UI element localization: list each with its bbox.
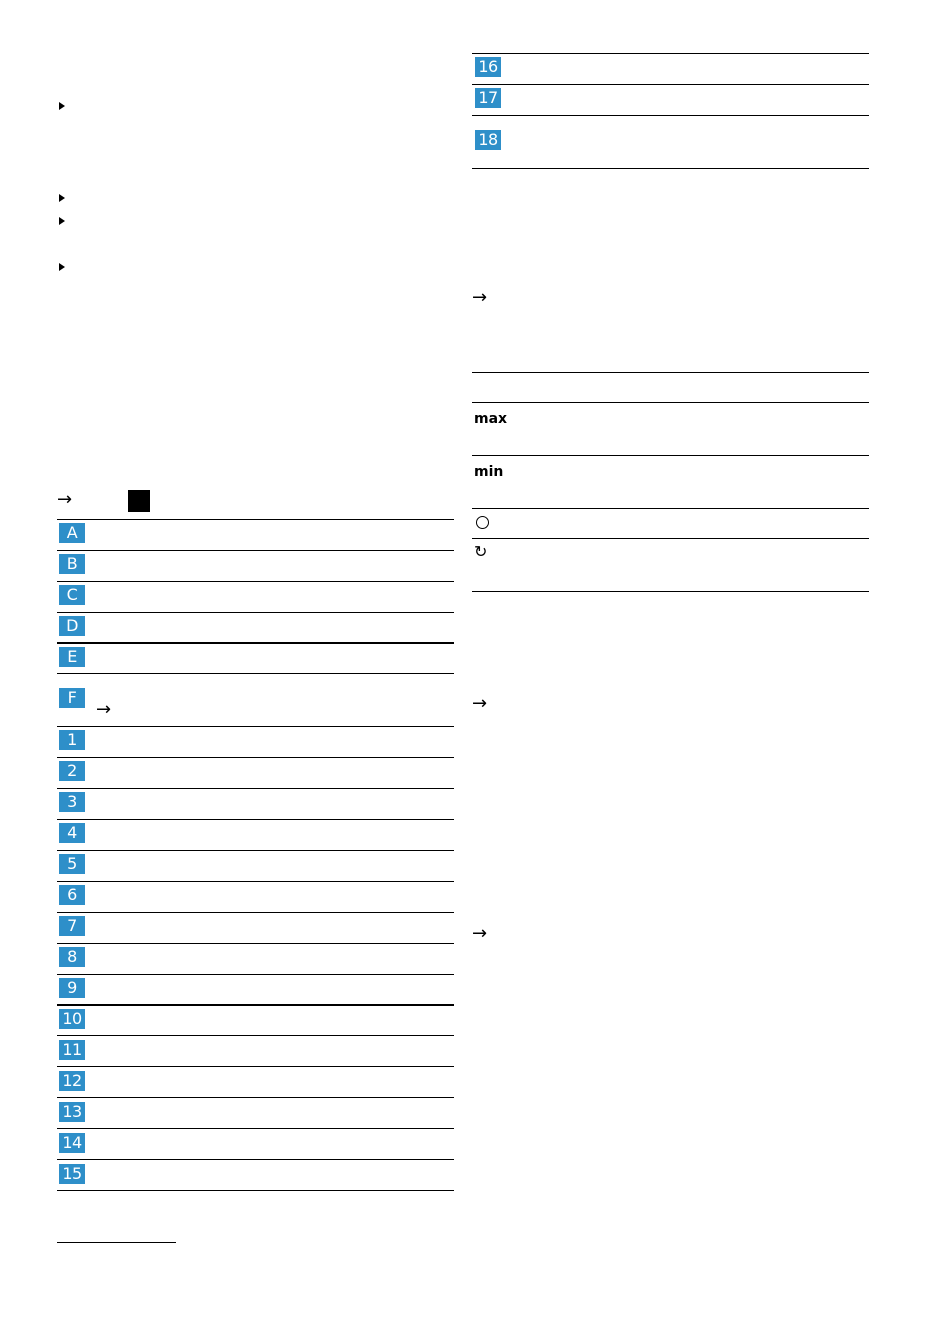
table-rule	[57, 612, 454, 613]
rotate-icon: ↻	[474, 542, 488, 561]
badge-2: 2	[59, 761, 85, 781]
table-rule	[57, 1097, 454, 1098]
badge-11: 11	[59, 1040, 85, 1060]
badge-f: F	[59, 688, 85, 708]
table-rule	[57, 726, 454, 727]
table-rule	[57, 673, 454, 674]
badge-7: 7	[59, 916, 85, 936]
table-rule	[57, 819, 454, 820]
table-rule	[57, 1190, 454, 1191]
table-rule	[57, 642, 454, 644]
table-rule	[57, 788, 454, 789]
badge-9: 9	[59, 978, 85, 998]
table-rule	[57, 1004, 454, 1006]
setting-max-label: max	[474, 411, 508, 427]
table-rule	[57, 1159, 454, 1160]
badge-10: 10	[59, 1009, 85, 1029]
table-rule	[472, 455, 869, 456]
badge-d: D	[59, 616, 85, 636]
footnote-rule	[57, 1242, 176, 1243]
badge-8: 8	[59, 947, 85, 967]
table-rule	[57, 850, 454, 851]
setting-min-label: min	[474, 464, 504, 480]
arrow-icon: →	[96, 699, 112, 720]
arrow-icon: →	[472, 923, 488, 944]
circle-icon	[476, 516, 489, 529]
badge-4: 4	[59, 823, 85, 843]
bullet-icon	[59, 194, 65, 202]
badge-b: B	[59, 554, 85, 574]
bullet-icon	[59, 263, 65, 271]
table-rule	[472, 372, 869, 373]
arrow-icon: →	[57, 489, 73, 510]
table-rule	[57, 550, 454, 551]
arrow-icon: →	[472, 287, 488, 308]
badge-5: 5	[59, 854, 85, 874]
table-rule	[472, 53, 869, 54]
bullet-icon	[59, 217, 65, 225]
badge-18: 18	[475, 130, 501, 150]
badge-13: 13	[59, 1102, 85, 1122]
arrow-icon: →	[472, 693, 488, 714]
table-rule	[57, 912, 454, 913]
badge-3: 3	[59, 792, 85, 812]
badge-17: 17	[475, 88, 501, 108]
table-rule	[57, 881, 454, 882]
table-rule	[472, 402, 869, 403]
table-rule	[57, 943, 454, 944]
badge-c: C	[59, 585, 85, 605]
badge-14: 14	[59, 1133, 85, 1153]
table-rule	[57, 519, 454, 520]
table-rule	[472, 115, 869, 116]
table-rule	[57, 757, 454, 758]
badge-e: E	[59, 647, 85, 667]
table-rule	[472, 508, 869, 509]
badge-6: 6	[59, 885, 85, 905]
black-square-icon	[128, 490, 150, 512]
table-rule	[57, 974, 454, 975]
badge-16: 16	[475, 57, 501, 77]
table-rule	[472, 591, 869, 592]
table-rule	[472, 168, 869, 169]
table-rule	[472, 538, 869, 539]
table-rule	[472, 84, 869, 85]
table-rule	[57, 1066, 454, 1067]
badge-1: 1	[59, 730, 85, 750]
badge-a: A	[59, 523, 85, 543]
table-rule	[57, 1035, 454, 1036]
table-rule	[57, 581, 454, 582]
badge-15: 15	[59, 1164, 85, 1184]
table-rule	[57, 1128, 454, 1129]
badge-12: 12	[59, 1071, 85, 1091]
bullet-icon	[59, 102, 65, 110]
